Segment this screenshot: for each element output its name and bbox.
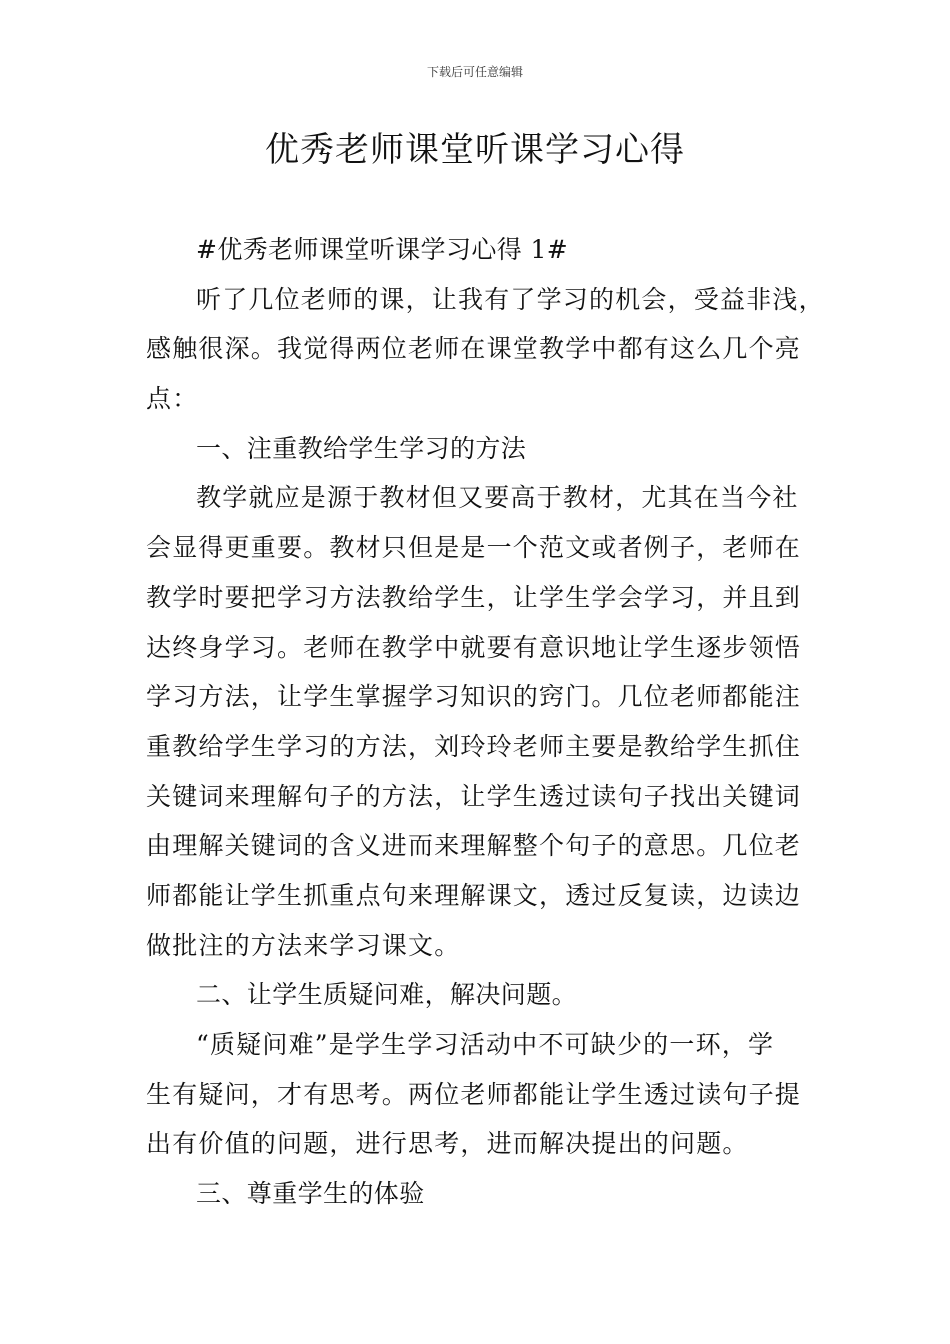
section-marker: #优秀老师课堂听课学习心得 1#: [196, 235, 569, 264]
paragraph-line: “质疑问难”是学生学习活动中不可缺少的一环，学: [196, 1030, 775, 1059]
paragraph-line: 感触很深。我觉得两位老师在课堂教学中都有这么几个亮: [146, 334, 802, 364]
paragraph-line: 教学时要把学习方法教给学生，让学生学会学习，并且到: [146, 582, 802, 612]
paragraph-line: 重教给学生学习的方法，刘玲玲老师主要是教给学生抓住: [146, 731, 802, 761]
section-heading-3: 三、尊重学生的体验: [196, 1179, 425, 1209]
document-body: [146, 225, 825, 1219]
section-heading-1: 一、注重教给学生学习的方法: [196, 433, 527, 463]
paragraph-line: 生有疑问，才有思考。两位老师都能让学生透过读句子提: [146, 1079, 802, 1109]
paragraph-line: 听了几位老师的课，让我有了学习的机会，受益非浅，: [196, 284, 825, 314]
paragraph-line: 出有价值的问题，进行思考，进而解决提出的问题。: [146, 1129, 749, 1159]
paragraph-line: 点：: [146, 384, 199, 414]
paragraph-line: 由理解关键词的含义进而来理解整个句子的意思。几位老: [146, 831, 802, 861]
paragraph-line: 达终身学习。老师在教学中就要有意识地让学生逐步领悟: [146, 632, 802, 662]
paragraph-line: 师都能让学生抓重点句来理解课文，透过反复读，边读边: [146, 880, 802, 910]
paragraph-line: 关键词来理解句子的方法，让学生透过读句子找出关键词: [146, 781, 802, 811]
paragraph-line: 学习方法，让学生掌握学习知识的窍门。几位老师都能注: [146, 682, 802, 712]
paragraph-line: 做批注的方法来学习课文。: [146, 930, 461, 960]
section-heading-2: 二、让学生质疑问难，解决问题。: [196, 980, 578, 1010]
paragraph-line: 会显得更重要。教材只但是是一个范文或者例子，老师在: [146, 533, 802, 563]
document-title: 优秀老师课堂听课学习心得: [265, 130, 685, 170]
paragraph-line: 教学就应是源于教材但又要高于教材，尤其在当今社: [196, 483, 799, 513]
page-header-note: 下载后可任意编辑: [426, 65, 523, 79]
